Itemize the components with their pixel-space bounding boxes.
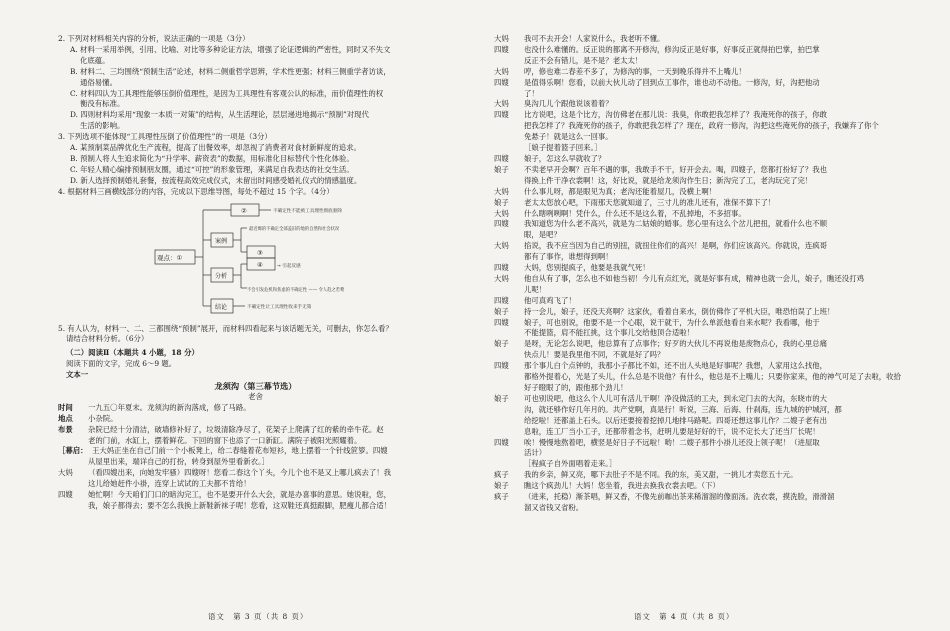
q3-option-d: D. 新人选择预制婚礼套餐，按流程高效完成仪式，未留出时间感受婚礼仪式的情感温度。 <box>70 175 362 185</box>
dialog-line <box>494 252 902 263</box>
dialog-line <box>58 501 453 512</box>
dialog-text: 是值得乐啊！您看，以前大伙儿动了回到点工事作，谁也动不动他。一修沟，好，沟把他动 <box>524 77 820 87</box>
dialog-line <box>494 89 902 100</box>
dialog-text: 她忙啊！今天咱们门口的暗沟完工，也不是要开什么大会，就是办喜事的意思。她说啦，您， <box>88 490 392 500</box>
dialog-text: 唉！慢慢地熬着吧，横竖是好日子不远啦！哟！二嫂子那件小褂儿还没上领子呢！（进屋取 <box>524 437 820 447</box>
speaker-name: 娘子 <box>494 339 509 349</box>
dialog-line <box>58 468 453 479</box>
speaker-name: 娘子 <box>494 481 509 491</box>
speaker-name: 四嫂 <box>58 490 73 500</box>
speaker-name: 娘子 <box>494 393 509 403</box>
dialog-text: 掐说，我不应当因为自己的别扭，就扭住你们的高兴！是啊，你们应该高兴。你就说，连疯哥 <box>524 241 828 251</box>
dialog-text: 娘子，怎这么早就收了？ <box>524 153 606 163</box>
setting-scene: 布景 杂院已经十分清洁，破墙修补好了，垃圾清除净尽了，花架子上爬满了红的紫的牵牛花。赵 <box>58 424 384 434</box>
dialog-line <box>494 154 902 165</box>
dialog-line <box>58 479 453 490</box>
speaker-name <box>494 56 524 67</box>
speaker-name: 四嫂 <box>494 317 509 327</box>
speaker-name: 大妈 <box>58 468 73 478</box>
dialog-line <box>494 394 902 405</box>
dialog-line <box>494 318 902 329</box>
dialog-text: 他自从有了事，怎么也不如他当初！今儿有点红光，就是好事有成，精神也就一会儿，娘子，瞧还没打鸡 <box>524 273 864 283</box>
dialog-text: 瞧这个疯劲儿！大妈！您坐着，我进去换我衣裳去吧。（下） <box>524 481 720 491</box>
speaker-name: 四嫂 <box>494 437 509 447</box>
dialog-text: 这儿给她赶件小褂，连穿上试试的工夫都不肯给！ <box>88 479 251 489</box>
text-one-label: 文本一 <box>66 370 89 380</box>
speaker-name: 大妈 <box>494 66 509 76</box>
play-title: 龙须沟（第三幕节选） <box>214 381 297 392</box>
q2-option-d-cont: 生活的影响。 <box>80 121 125 131</box>
dialog-text: 息啦，连工厂当小工子，还都带着念书，赶明儿要是好好的干，说不定长大了还当厂长呢！ <box>524 426 820 436</box>
speaker-name: 四嫂 <box>494 361 509 371</box>
dialog-line <box>494 198 902 209</box>
speaker-name: 四嫂 <box>494 153 509 163</box>
dialog-text: 不能提篮，肩不能扛挑，这个事儿交给他顶合适啦！ <box>524 328 694 338</box>
speaker-name <box>494 132 524 143</box>
speaker-name: 大妈 <box>494 186 509 196</box>
diagram-case-text: 最近爆的不确定全部盖旧的地的自然和社会状况 <box>249 226 340 232</box>
q3-option-c: C. 年轻人精心编排预制朋友圈，通过“可控”的形象管理，来满足自我表达的社交生活。 <box>70 164 354 174</box>
dialog-text: 老太太您放心吧，下雨那天您就知道了，三寸儿的准儿还有，准保不算下了！ <box>524 197 776 207</box>
diagram-conclusion-text: 不确定性让工具理性收来手无策 <box>247 304 312 310</box>
dialog-line <box>494 110 902 121</box>
diagram-analysis-text: → 引起反感 <box>277 263 301 269</box>
dialog-text: 眼，是吧？ <box>524 230 561 240</box>
dialog-line <box>494 427 902 438</box>
diagram-blank-3: ③ <box>257 248 263 257</box>
diagram-branch-case: 案例 <box>215 237 228 245</box>
speaker-name: 四嫂 <box>494 263 509 273</box>
speaker-name: 娘子 <box>494 164 509 174</box>
dialog-text: 溜又省钱又省粉。 <box>524 502 584 512</box>
dialog-line <box>494 45 902 56</box>
speaker-name <box>494 350 524 361</box>
dialog-line <box>494 187 902 198</box>
speaker-name <box>494 372 524 383</box>
dialog-text: 都格外提着心，光是了头儿，什么总是不说他？有什么，他总是不上嘴儿；只要你家来，他的神气可足了去啦，收拾 <box>524 372 901 382</box>
dialog-text: 什么事儿呀，都是眼见为真；老沟还能着屋几，没横上啊！ <box>524 186 717 196</box>
dialog-line <box>494 307 902 318</box>
dialog-line <box>494 263 902 274</box>
speaker-name <box>494 448 524 459</box>
speaker-name <box>58 501 88 512</box>
diagram-blank-2: ② <box>241 206 247 215</box>
dialog-text: 臭沟几儿个跟他说该着着？ <box>524 99 613 109</box>
dialog-line <box>494 383 902 394</box>
right-dialog <box>494 34 902 514</box>
q3-stem: 3. 下列选项不能体现“工具理性压倒了价值理性”的一项是（3分） <box>58 132 272 142</box>
speaker-name <box>494 405 524 416</box>
speaker-name <box>58 479 88 490</box>
speaker-name: 大妈 <box>494 208 509 218</box>
dialog-text: 那个事儿白个点钟的，我那小子都比不如，还不出人头地是好事呢？我想，人家用这么找他， <box>524 361 828 371</box>
curtain-direction: ［幕启： 王大妈正坐在自己门前一个小板凳上，给二春缝着花布短衫，地上摆着一个针线笸箩。四嫂 <box>58 446 388 456</box>
dialog-line <box>494 285 902 296</box>
q2-option-b: B. 材料二、三均围绕“预制生活”论述，材料二侧重哲学思辨，学术性更强；材料三侧重学者访谈， <box>70 66 391 76</box>
dialog-text: 给挖啦！还都盖上石头。以后还要接着挖掉几地排马路呢。四哥还想这事儿作？二嫂子老有出 <box>524 415 828 425</box>
dialog-line <box>494 241 902 252</box>
speaker-name: 娘子 <box>494 306 509 316</box>
speaker-name <box>494 427 524 438</box>
speaker-name: 疯子 <box>494 492 509 502</box>
footer-right: 语文 第 4 页（共 8 页） <box>634 612 735 621</box>
diagram-branch-conclusion: 结论 <box>215 303 228 311</box>
q5-line1: 5. 有人认为，材料一、二、三都围绕“预制”展开，而材料四看起来与该话题无关，可删去，你怎么看？ <box>58 323 393 333</box>
speaker-name <box>494 416 524 427</box>
diagram-branch-analysis: 分析 <box>215 272 228 280</box>
dialog-text: 我可不去开会！人家说什么，我老听不懂。 <box>524 34 665 43</box>
dialog-text: 也没什么难懂的。反正说的都离不开修沟，修沟反正是好事，好事反正就得拍巴掌，拍巴掌 <box>524 44 820 54</box>
dialog-line <box>494 274 902 285</box>
dialog-line <box>58 490 453 501</box>
q2-option-c-cont: 衡没有标准。 <box>80 99 125 109</box>
dialog-line <box>494 56 902 67</box>
q2-stem: 2. 下列对材料相关内容的分析，说法正确的一项是（3分） <box>58 34 250 43</box>
dialog-text: （进来，托稳）渐茶唱，鲜又香，不像先前咖出茶来稀溜溜的像面汤。洗衣裳，摸洗脸，滑滑溜 <box>524 492 835 502</box>
dialog-line <box>494 350 902 361</box>
diagram-root: 观点：① <box>157 253 183 262</box>
speaker-name <box>494 230 524 241</box>
footer-left: 语文 第 3 页（共 8 页） <box>208 612 309 621</box>
dialog-text: 什么瞎咧咧啊！凭什么，什么还不是这么着，不乱掉地，不多招事。 <box>524 208 746 218</box>
dialog-text: 我，娘子都得去；要不怎么我换上新鞋新袜子呢！您看，这双鞋还真挺跟脚，肥瘦儿都合适！ <box>88 501 392 510</box>
left-dialog <box>58 468 453 512</box>
mind-map-diagram <box>153 202 403 314</box>
dialog-line <box>494 209 902 220</box>
curtain-direction-cont: 从屋里出来，端详自己的打扮，转身到屋外里看新衣。］ <box>88 457 270 467</box>
dialog-line <box>494 339 902 350</box>
dialog-line <box>494 143 902 154</box>
dialog-line <box>494 481 902 492</box>
dialog-line <box>494 219 902 230</box>
dialog-line <box>494 176 902 187</box>
diagram-blank-4: ④ <box>257 260 263 269</box>
speaker-name <box>494 503 524 514</box>
dialog-line <box>494 448 902 459</box>
dialog-text: 沟，就还够作好几年月的。共产党啊，真是行！听说，三海、后海、什刹海，连九城的护城河，都 <box>524 404 842 414</box>
dialog-text: 好子瞪眼了的，跟他那个劲儿！ <box>524 383 628 392</box>
speaker-name <box>494 328 524 339</box>
speaker-name <box>494 285 524 296</box>
dialog-text: 了！ <box>524 88 539 98</box>
q4-stem: 4. 根据材料三画横线部分的内容，完成以下思维导图，每处不超过 15 个字。（4分） <box>58 186 334 196</box>
section-heading: （二）阅读Ⅱ（本题共 4 小题，18 分） <box>66 348 199 358</box>
q3-option-a: A. 某预制菜品牌优化生产流程，提高了出餐效率，却忽视了消费者对食材新鲜度的追求。 <box>70 143 361 153</box>
q2-option-b-cont: 通俗易懂。 <box>80 77 117 87</box>
dialog-text: 哼，修也难二春差不多了，为修沟的事，一天到晚乐得并不上嘴儿！ <box>524 66 746 76</box>
dialog-text: 把我怎样了？我淹死你的孩子，你敢把我怎样了？现在，政府一修沟，沟把这些淹死你的孩子，我嫌弃了你个 <box>524 121 879 131</box>
dialog-text: 都有了事作，谁想得到啊！ <box>524 252 613 262</box>
dialog-line <box>494 492 902 503</box>
dialog-text: 大妈，您别提疯子，他要是我就气死！ <box>524 263 650 273</box>
q5-line2: 请结合材料分析。（6分） <box>66 334 149 344</box>
dialog-line <box>494 416 902 427</box>
dialog-line <box>494 121 902 132</box>
q2-option-c: C. 材料四认为工具理性能够压倒价值理性，是因为工具理性有客观公认的标准，而价值理性的权 <box>70 88 384 98</box>
dialog-line <box>494 328 902 339</box>
diagram-top-text: 不确定性不能被工具理性彻底驱除 <box>273 208 342 214</box>
dialog-line <box>494 438 902 449</box>
dialog-line <box>494 459 902 470</box>
speaker-name: 娘子 <box>494 197 509 207</box>
q2-option-a-cont: 化底蕴。 <box>80 55 110 65</box>
dialog-text: 活计） <box>524 448 547 458</box>
q2-option-a: A. 材料一采用举例，引用、比喻、对比等多种论证方法，增强了论证逻辑的严密性，同时又不失文 <box>70 44 391 54</box>
dialog-text: 反正不会有错儿，是不是？老太太！ <box>524 55 643 65</box>
play-author: 老舍 <box>248 391 263 401</box>
dialog-text: （看四嫂出来，向她发牢骚）四嫂呀！您看二春这个丫头，今儿个也不是又上哪儿疯去了！我 <box>88 468 392 478</box>
setting-time: 时间 一九五〇年夏末。龙须沟的新沟落成，修了马路。 <box>58 402 251 412</box>
dialog-line <box>494 372 902 383</box>
dialog-text: 得换上件干净衣裳啊！这，好比说，就是给龙须沟作生日；新沟完了工，老沟玩完了完！ <box>524 175 813 185</box>
dialog-line <box>494 67 902 78</box>
dialog-line <box>494 165 902 176</box>
speaker-name <box>494 176 524 187</box>
dialog-line <box>494 296 902 307</box>
dialog-text: 快点儿！要是我里他不同，不就是好了吗？ <box>524 350 665 360</box>
setting-place: 地点 小杂院。 <box>58 413 118 423</box>
dialog-line <box>494 99 902 110</box>
dialog-text: 儿呢！ <box>524 284 547 294</box>
dialog-text: 可也别说吧，他这么个人儿可有活儿干啊！净没做活的工夫，到永定门去的大沟，东晓市的大 <box>524 393 828 403</box>
dialog-text: 娘子，可也别说，他要不是一个心眼，说干就干，为什么单派他看自来水呢？我看哪，他于 <box>524 317 820 327</box>
dialog-text: 是呀，无论怎么说吧，他总算有了点事作；好歹的大伙儿不再说他是废物点心，我的心里总痛 <box>524 339 828 349</box>
speaker-name: 大妈 <box>494 241 509 251</box>
q2-option-d: D. 四则材料均采用“现象一本质一对策”的结构，从生活理论，层层递进地揭示“预制”对现代 <box>70 110 369 120</box>
dialog-line <box>494 361 902 372</box>
dialog-line <box>494 34 902 45</box>
speaker-name <box>494 121 524 132</box>
dialog-text: 不卖老早开会啊？百年不遇的事，我敢手不干，好开会去。喝，四嫂子，您都打扮好了？我也 <box>524 164 828 174</box>
dialog-line <box>494 78 902 89</box>
section-instructions: 阅读下面的文字，完成 6～9 题。 <box>66 359 177 369</box>
speaker-name <box>494 252 524 263</box>
dialog-line <box>494 230 902 241</box>
dialog-line <box>494 132 902 143</box>
dialog-text: 持一会儿，娘子，还没天亮啊？这家伙，看着自来水，倒仿佛作了平机大臣，唯恐怕误了上班！ <box>524 306 835 316</box>
speaker-name <box>494 459 524 470</box>
dialog-text: 免悬子！就是这么一回事。 <box>524 132 613 142</box>
dialog-text: ［娘子提着篮子回来。］ <box>524 143 602 153</box>
diagram-analysis-text-2: 不会引发危机和焦虑的不确定性 —— 令人趋之若鹜 <box>247 287 345 293</box>
dialog-text: 比方说吧，这是个比方，沟仿佛老在那儿说：我臭，你敢把我怎样了？我淹死你的孩子，你敢 <box>524 110 828 120</box>
dialog-line <box>494 470 902 481</box>
speaker-name: 四嫂 <box>494 44 509 54</box>
dialog-line <box>494 503 902 514</box>
speaker-name: 四嫂 <box>494 295 509 305</box>
dialog-text: 我的乡亲，鲜又亮，哪下去肚子不是不同。我的东，美又甜，一挑儿才卖您五十元。 <box>524 470 798 480</box>
speaker-name: 大妈 <box>494 34 509 43</box>
speaker-name: 大妈 <box>494 273 509 283</box>
dialog-text: ［程疯子自外面唱着走来。］ <box>524 459 617 469</box>
right-page <box>494 34 902 514</box>
dialog-text: 他可真鸡飞了！ <box>524 295 576 305</box>
speaker-name <box>494 383 524 394</box>
speaker-name: 四嫂 <box>494 77 509 87</box>
speaker-name: 四嫂 <box>494 110 509 120</box>
speaker-name: 大妈 <box>494 99 509 109</box>
setting-scene-cont: 老的门前，水缸上，摆着鲜花。下回的窗下也添了一口新缸。满院子被阳光照耀着。 <box>88 435 362 445</box>
speaker-name: 疯子 <box>494 470 509 480</box>
speaker-name: 四嫂 <box>494 219 509 229</box>
speaker-name <box>494 89 524 100</box>
q3-option-b: B. 预制人将人生追求简化为“升学率、薪资表”的数据，用标准化目标替代个性化体验。 <box>70 153 354 163</box>
speaker-name <box>494 143 524 154</box>
left-page <box>58 34 453 512</box>
dialog-text: 我知道您为什么老不高兴，就是为二姑娘的婚事。您心里有这么个岔儿把扭，就看什么也不顺 <box>524 219 828 229</box>
dialog-line <box>494 405 902 416</box>
